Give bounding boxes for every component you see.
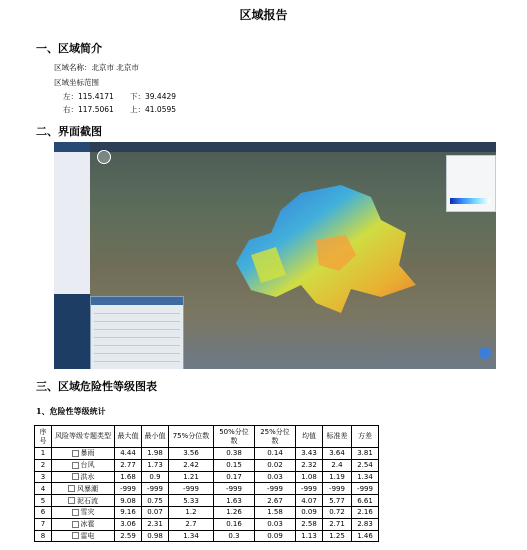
checkbox-icon [72, 473, 79, 480]
table-cell: 1.73 [142, 459, 169, 471]
checkbox-icon [68, 485, 75, 492]
table-row [35, 518, 379, 530]
header-cell: 风险等级专题类型 [52, 426, 115, 448]
hazard-label: 雷电 [80, 531, 95, 540]
interface-screenshot [54, 142, 496, 369]
table-cell: 5.77 [323, 495, 352, 507]
table-row [35, 483, 379, 495]
hazard-type-cell [52, 448, 115, 460]
table-cell: -999 [214, 483, 255, 495]
table-cell: 2.4 [323, 459, 352, 471]
table-cell: 1.08 [296, 471, 323, 483]
table-cell: 2.77 [115, 459, 142, 471]
table-cell: 2 [35, 459, 52, 471]
header-cell: 25%分位数 [255, 426, 296, 448]
coord-right: 右：117.5061 [63, 105, 114, 114]
toolbar-strip [54, 142, 496, 152]
table-cell: 2.71 [323, 518, 352, 530]
coord-left: 左：115.4171 [63, 92, 114, 101]
table-cell: 4 [35, 483, 52, 495]
table-cell: 0.03 [255, 518, 296, 530]
header-cell: 方差 [352, 426, 379, 448]
table-cell: 5 [35, 495, 52, 507]
hazard-label: 暴雨 [80, 449, 95, 458]
table-cell: 1.25 [323, 530, 352, 542]
coord-top: 上：41.0595 [130, 105, 177, 114]
region-range-label: 区域坐标范围 [54, 78, 99, 87]
table-cell: -999 [352, 483, 379, 495]
table-cell: 6.61 [352, 495, 379, 507]
table-cell: -999 [296, 483, 323, 495]
table-cell: 1.34 [169, 530, 214, 542]
section-chart-heading: 三、区域危险性等级图表 [36, 380, 157, 393]
hazard-stats-table [34, 425, 379, 542]
table-cell: 1.2 [169, 506, 214, 518]
table-cell: 0.38 [214, 448, 255, 460]
hazard-type-cell [52, 495, 115, 507]
table-cell: 1.26 [214, 506, 255, 518]
checkbox-icon [72, 450, 79, 457]
table-cell: 2.7 [169, 518, 214, 530]
table-row [35, 530, 379, 542]
hazard-type-cell [52, 471, 115, 483]
table-cell: 3.43 [296, 448, 323, 460]
table-cell: 2.42 [169, 459, 214, 471]
table-cell: 0.15 [214, 459, 255, 471]
table-cell: 0.3 [214, 530, 255, 542]
table-cell: 0.07 [142, 506, 169, 518]
header-cell: 标准差 [323, 426, 352, 448]
table-cell: 2.67 [255, 495, 296, 507]
hazard-label: 风暴潮 [77, 484, 98, 493]
table-cell: 0.03 [255, 471, 296, 483]
table-cell: 2.54 [352, 459, 379, 471]
hazard-label: 冰雹 [80, 520, 95, 529]
table-cell: 7 [35, 518, 52, 530]
table-cell: 0.9 [142, 471, 169, 483]
subsection-heading: 1、危险性等级统计 [36, 406, 106, 416]
color-scale [450, 198, 490, 204]
header-cell: 50%分位数 [214, 426, 255, 448]
table-cell: 6 [35, 506, 52, 518]
table-header-row [35, 426, 379, 448]
table-cell: 1.34 [352, 471, 379, 483]
report-title: 区域报告 [239, 8, 288, 22]
checkbox-icon [68, 497, 75, 504]
left-panel-nav [54, 294, 90, 369]
table-cell: 2.32 [296, 459, 323, 471]
table-cell: -999 [255, 483, 296, 495]
table-cell: 0.98 [142, 530, 169, 542]
hazard-label: 洪水 [80, 472, 95, 481]
table-cell: 1.46 [352, 530, 379, 542]
table-cell: 1.68 [115, 471, 142, 483]
hazard-label: 台风 [80, 461, 95, 470]
table-cell: 8 [35, 530, 52, 542]
header-cell: 最小值 [142, 426, 169, 448]
hazard-type-cell [52, 518, 115, 530]
hazard-type-cell [52, 483, 115, 495]
table-cell: 3.06 [115, 518, 142, 530]
table-cell: 3.64 [323, 448, 352, 460]
region-name: 区域名称：北京市 北京市 [54, 63, 139, 72]
table-cell: 2.16 [352, 506, 379, 518]
table-cell: 1.19 [323, 471, 352, 483]
table-cell: 0.14 [255, 448, 296, 460]
table-cell: 3 [35, 471, 52, 483]
table-cell: 1 [35, 448, 52, 460]
coord-bottom: 下：39.4429 [130, 92, 177, 101]
table-cell: -999 [169, 483, 214, 495]
header-cell: 均值 [296, 426, 323, 448]
table-cell: -999 [323, 483, 352, 495]
table-cell: 9.16 [115, 506, 142, 518]
table-cell: 1.98 [142, 448, 169, 460]
table-cell: 0.09 [296, 506, 323, 518]
checkbox-icon [72, 509, 79, 516]
table-cell: 2.58 [296, 518, 323, 530]
map-compass-icon [97, 150, 111, 164]
table-cell: 2.31 [142, 518, 169, 530]
table-cell: 0.75 [142, 495, 169, 507]
hazard-type-cell [52, 530, 115, 542]
table-cell: 0.17 [214, 471, 255, 483]
table-cell: 4.07 [296, 495, 323, 507]
hazard-label: 泥石流 [77, 496, 98, 505]
table-cell: 3.56 [169, 448, 214, 460]
checkbox-icon [72, 462, 79, 469]
table-cell: 5.33 [169, 495, 214, 507]
locate-icon [479, 347, 491, 359]
hazard-type-cell [52, 506, 115, 518]
table-cell: 1.13 [296, 530, 323, 542]
table-cell: 0.16 [214, 518, 255, 530]
hazard-label: 雪灾 [80, 508, 95, 517]
checkbox-icon [72, 521, 79, 528]
table-cell: 2.83 [352, 518, 379, 530]
table-cell: 9.08 [115, 495, 142, 507]
table-row [35, 448, 379, 460]
table-cell: 1.21 [169, 471, 214, 483]
section-intro-heading: 一、区域简介 [36, 42, 102, 55]
section-screenshot-heading: 二、界面截图 [36, 125, 102, 138]
table-cell: 4.44 [115, 448, 142, 460]
table-cell: 0.72 [323, 506, 352, 518]
stats-panel [90, 296, 184, 369]
left-panel-header [54, 142, 90, 152]
hazard-map-overlay [231, 185, 421, 315]
table-cell: 0.09 [255, 530, 296, 542]
table-cell: 1.58 [255, 506, 296, 518]
table-cell: 2.59 [115, 530, 142, 542]
table-row [35, 459, 379, 471]
table-row [35, 506, 379, 518]
table-row [35, 471, 379, 483]
hazard-type-cell [52, 459, 115, 471]
header-cell: 序号 [35, 426, 52, 448]
header-cell: 最大值 [115, 426, 142, 448]
left-panel [54, 142, 90, 369]
table-cell: -999 [142, 483, 169, 495]
table-cell: -999 [115, 483, 142, 495]
table-row [35, 495, 379, 507]
header-cell: 75%分位数 [169, 426, 214, 448]
table-cell: 1.63 [214, 495, 255, 507]
checkbox-icon [72, 532, 79, 539]
table-cell: 0.02 [255, 459, 296, 471]
table-cell: 3.81 [352, 448, 379, 460]
